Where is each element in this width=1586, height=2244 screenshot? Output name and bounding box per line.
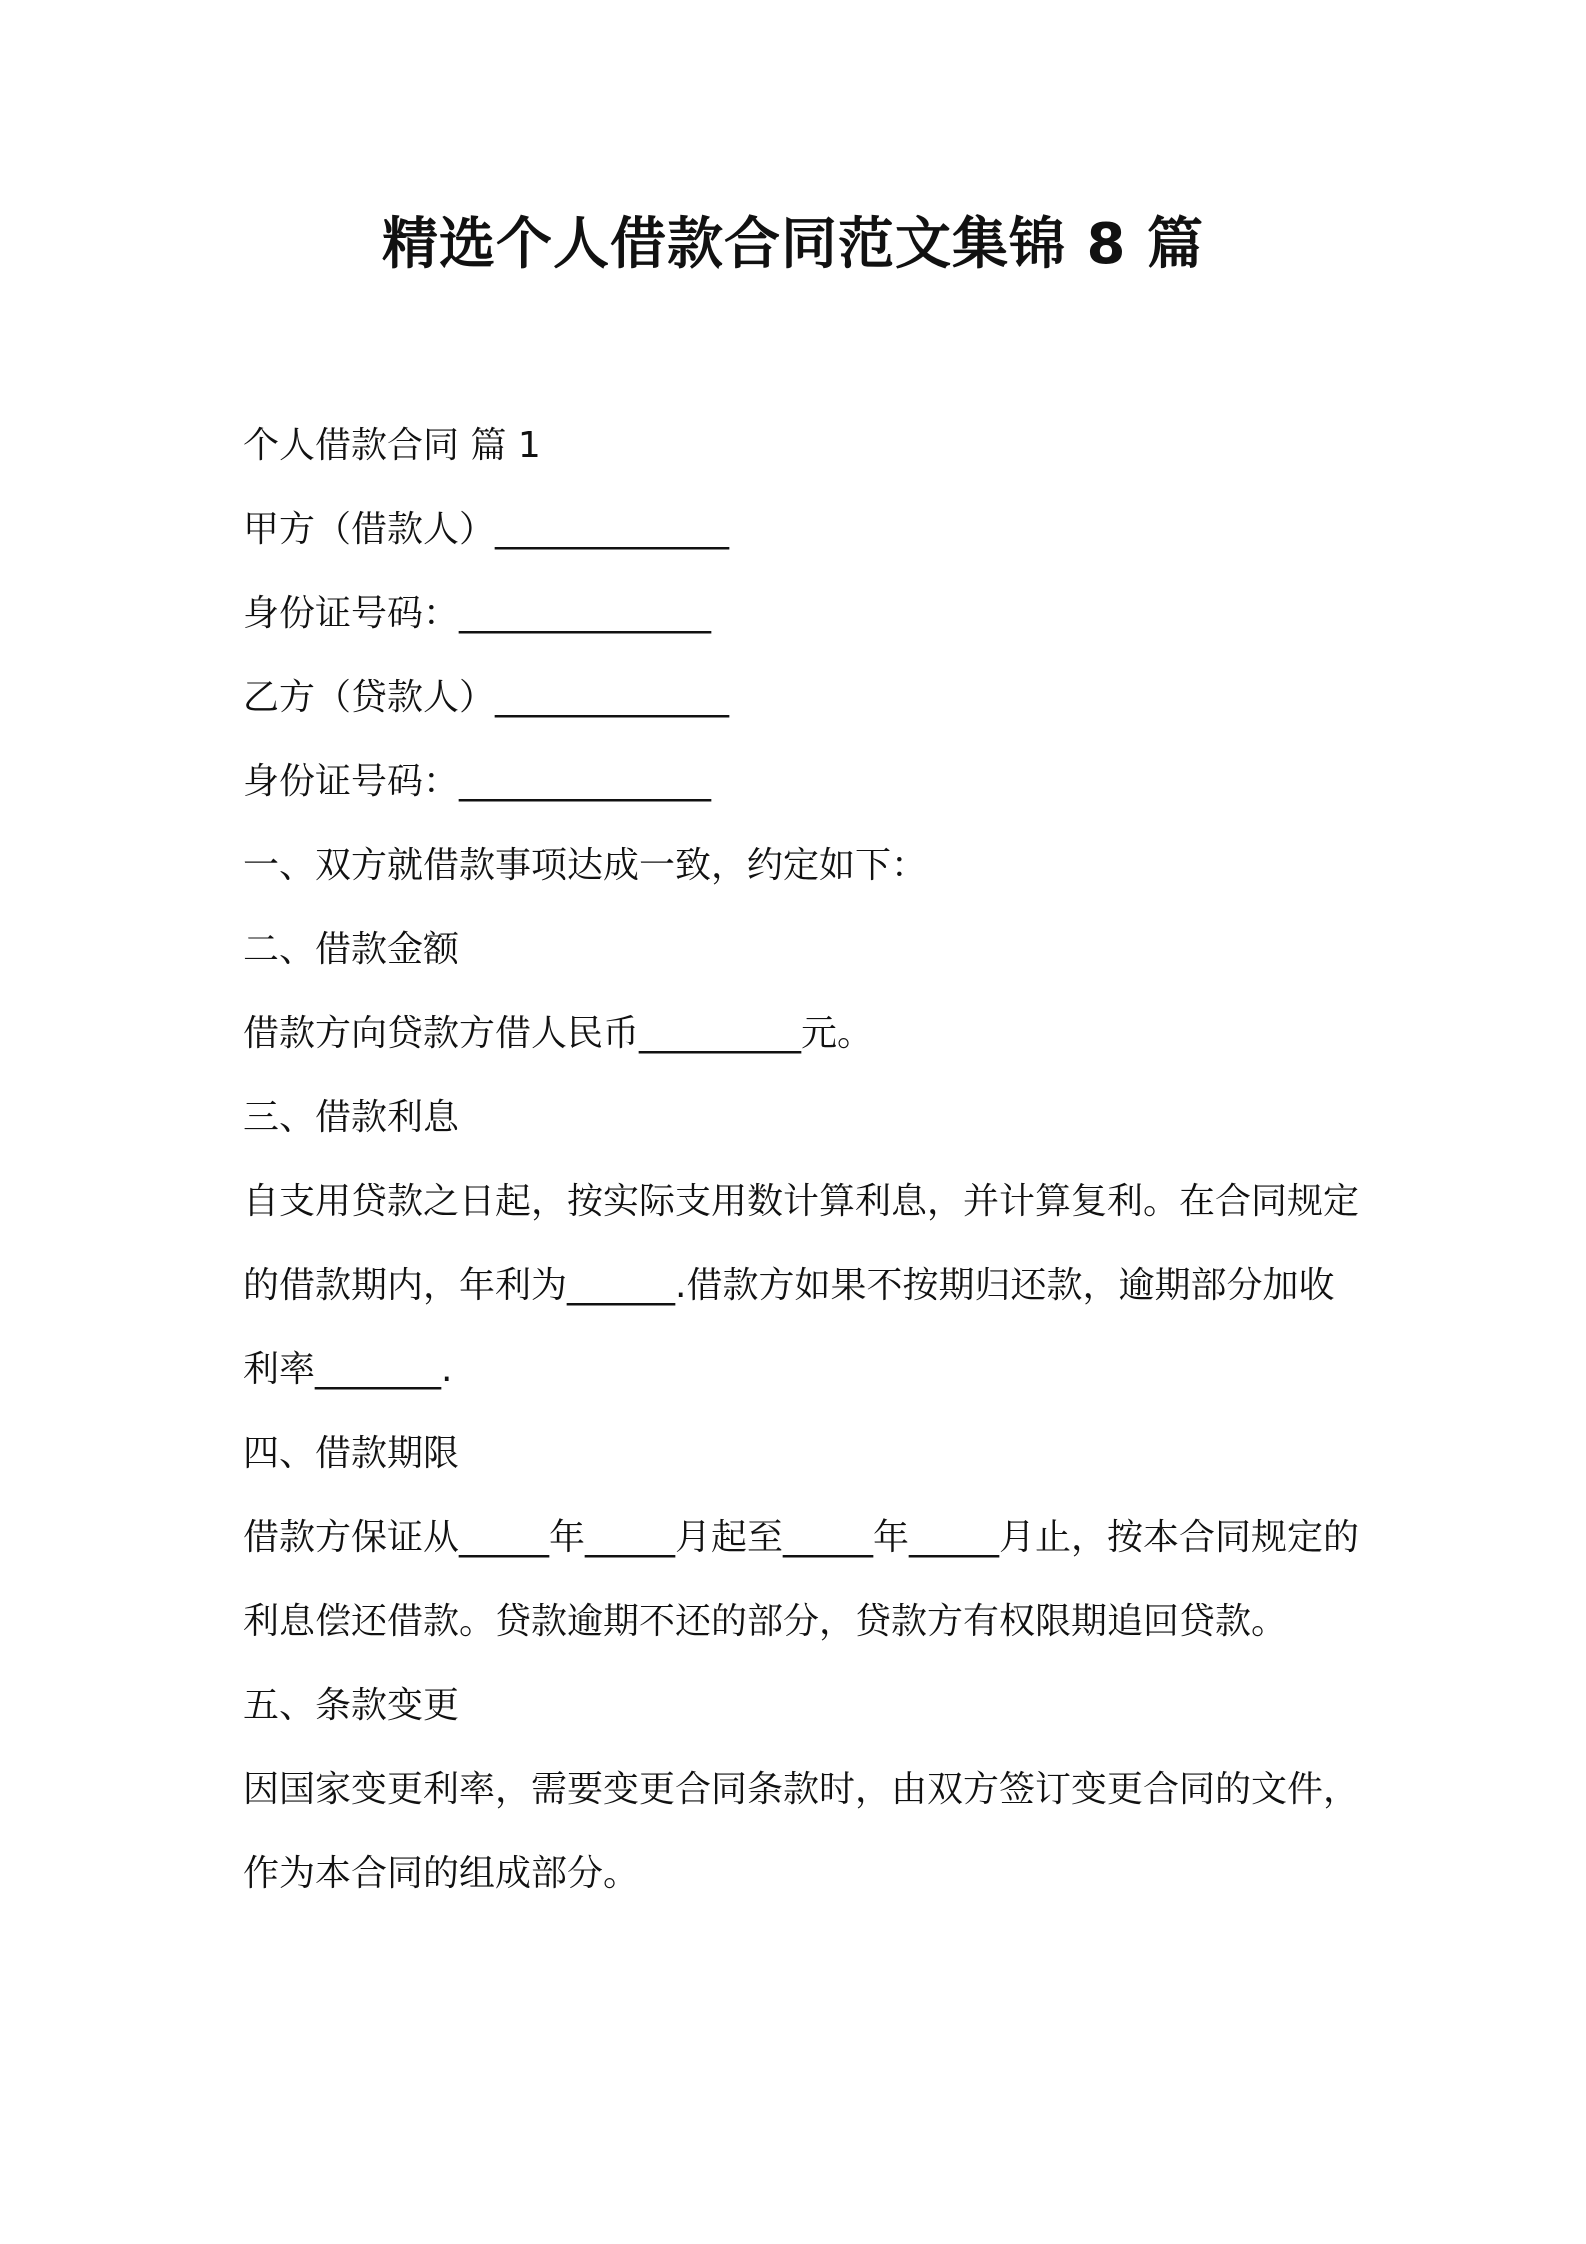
- clause-3-heading: 三、借款利息: [243, 1097, 460, 1138]
- clause-5-heading: 五、条款变更: [243, 1685, 460, 1726]
- clause-1-heading: 一、双方就借款事项达成一致，约定如下：: [243, 845, 928, 886]
- clause-4-heading: 四、借款期限: [243, 1433, 460, 1474]
- document-body: [243, 404, 1363, 1916]
- term-paragraph: 借款方保证从_____年_____月起至_____年_____月止，按本合同规定的利息偿还借款。贷款逾期不还的部分，贷款方有权限期追回贷款。: [243, 1517, 1360, 1642]
- party-a-line: 甲方（借款人）_____________: [243, 509, 730, 550]
- change-paragraph: 因国家变更利率，需要变更合同条款时，由双方签订变更合同的文件，作为本合同的组成部分。: [243, 1769, 1360, 1894]
- clause-2-heading: 二、借款金额: [243, 929, 460, 970]
- loan-amount-line: 借款方向贷款方借人民币_________元。: [243, 1013, 874, 1054]
- section-heading-contract-1: 个人借款合同 篇 1: [243, 425, 541, 466]
- interest-paragraph: 自支用贷款之日起，按实际支用数计算利息，并计算复利。在合同规定的借款期内，年利为______.借款方如果不按期归还款，逾期部分加收利率_______.: [243, 1181, 1360, 1390]
- party-a-id-line: 身份证号码：______________: [243, 593, 712, 634]
- document-title: 精选个人借款合同范文集锦 8 篇: [382, 212, 1204, 277]
- party-b-line: 乙方（贷款人）_____________: [243, 677, 730, 718]
- party-b-id-line: 身份证号码：______________: [243, 761, 712, 802]
